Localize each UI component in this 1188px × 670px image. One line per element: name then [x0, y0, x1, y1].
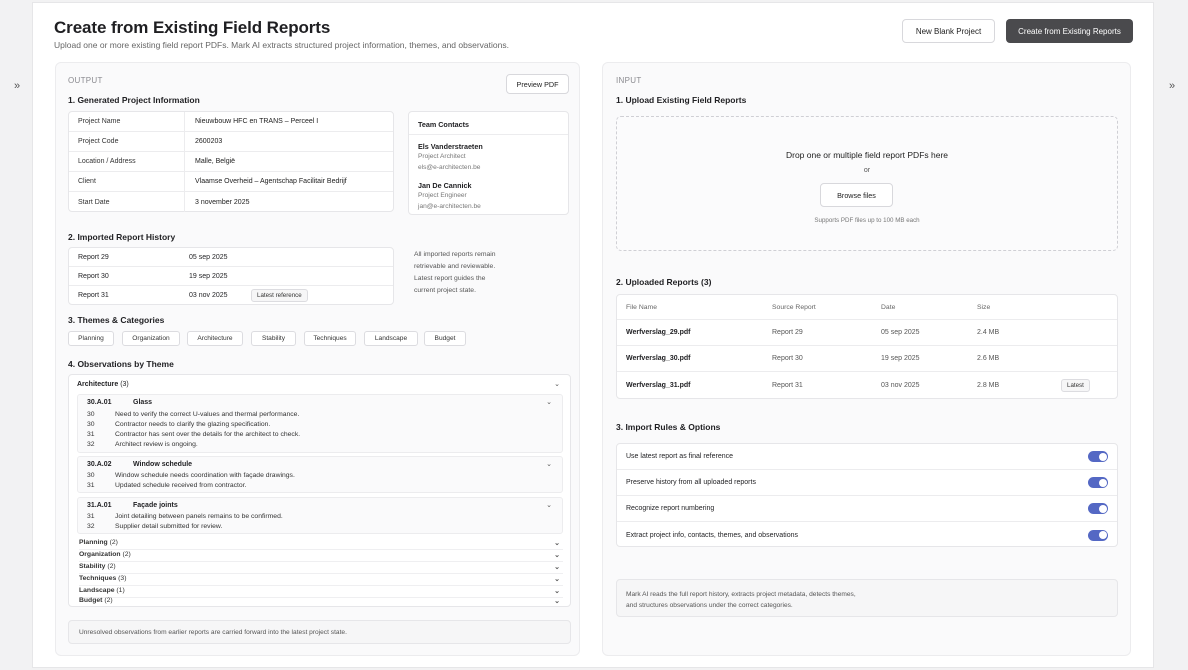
report-name: Report 31: [78, 292, 109, 299]
theme-techniques-row[interactable]: Techniques (3) ⌄: [79, 575, 563, 586]
group-code: 30.A.01: [87, 399, 112, 406]
theme-chip-landscape[interactable]: Landscape: [364, 331, 418, 346]
contact-email[interactable]: els@e-architecten.be: [418, 164, 481, 171]
observation-line: 31 Contractor has sent over the details for the architect to check.: [87, 431, 301, 438]
rule-toggle[interactable]: [1088, 451, 1108, 462]
history-note: All imported reports remain retrievable and reviewable. Latest report guides the current project state.: [414, 251, 496, 294]
theme-chip-planning[interactable]: Planning: [68, 331, 114, 346]
report-name: Report 30: [78, 272, 109, 280]
observation-line: 32 Architect review is ongoing.: [87, 441, 198, 448]
expand-right-icon[interactable]: »: [1168, 80, 1176, 92]
theme-organization-row[interactable]: Organization (2) ⌄: [79, 551, 563, 562]
create-from-existing-button[interactable]: Create from Existing Reports: [1006, 19, 1133, 43]
theme-landscape-row[interactable]: Landscape (1) ⌄: [79, 587, 563, 598]
theme-chip-budget[interactable]: Budget: [424, 331, 466, 346]
observation-group: [77, 497, 563, 534]
contact-email[interactable]: jan@e-architecten.be: [418, 203, 481, 210]
table-row: [69, 132, 393, 152]
theme-architecture-header[interactable]: Architecture (3): [77, 381, 129, 388]
table-row: [69, 286, 393, 305]
observations-accordion: [68, 374, 571, 607]
chevron-down-icon[interactable]: ⌄: [546, 399, 552, 406]
observation-line: 30 Contractor needs to clarify the glazing specification.: [87, 421, 271, 428]
observation-line: 32 Supplier detail submitted for review.: [87, 523, 223, 530]
rule-label: Extract project info, contacts, themes, and observations: [626, 531, 798, 539]
chevron-down-icon[interactable]: ⌄: [554, 381, 560, 388]
group-title: Window schedule: [133, 461, 193, 468]
chevron-down-icon[interactable]: ⌄: [546, 461, 552, 468]
output-label: OUTPUT: [68, 76, 103, 85]
rule-toggle[interactable]: [1088, 477, 1108, 488]
upload-hint: Supports PDF files up to 100 MB each: [814, 217, 920, 224]
field-value: Vlaamse Overheid – Agentschap Facilitair Bedrijf: [195, 178, 347, 185]
group-title: Glass: [133, 399, 153, 406]
theme-planning-row[interactable]: Planning (2) ⌄: [79, 539, 563, 550]
latest-reference-badge: Latest reference: [251, 289, 308, 302]
page-title: Create from Existing Field Reports: [54, 18, 331, 37]
rule-label: Preserve history from all uploaded reports: [626, 479, 756, 486]
table-row: [69, 267, 393, 286]
theme-chip-architecture[interactable]: Architecture: [187, 331, 243, 346]
contact-name: Els Vanderstraeten: [418, 142, 483, 151]
observation-line: 31 Joint detailing between panels remains to be confirmed.: [87, 513, 283, 520]
report-history-heading: 2. Imported Report History: [68, 232, 176, 242]
theme-chip-stability[interactable]: Stability: [251, 331, 296, 346]
field-value: Nieuwbouw HFC en TRANS – Perceel I: [195, 118, 319, 125]
table-row: [69, 112, 393, 132]
field-label: Start Date: [69, 192, 185, 212]
rule-toggle[interactable]: [1088, 530, 1108, 541]
theme-chip-techniques[interactable]: Techniques: [304, 331, 356, 346]
import-rules-heading: 3. Import Rules & Options: [616, 422, 721, 432]
table-row: [69, 192, 393, 212]
report-date: 19 sep 2025: [189, 272, 228, 280]
theme-stability-row[interactable]: Stability (2) ⌄: [79, 563, 563, 574]
chevron-down-icon[interactable]: ⌄: [554, 576, 560, 583]
rule-row: [617, 522, 1117, 548]
chevron-down-icon[interactable]: ⌄: [554, 540, 560, 547]
table-row[interactable]: Werfverslag_30.pdf Report 30 19 sep 2025 2.6 MB: [617, 346, 1117, 372]
dropzone-text: Drop one or multiple field report PDFs here: [785, 150, 949, 160]
contact-role: Project Architect: [418, 153, 466, 160]
report-name: Report 29: [78, 253, 109, 261]
chevron-down-icon[interactable]: ⌄: [554, 552, 560, 559]
field-label: Project Code: [69, 132, 185, 151]
chevron-down-icon[interactable]: ⌄: [554, 564, 560, 571]
table-row: [69, 152, 393, 172]
table-row[interactable]: Werfverslag_31.pdf Report 31 03 nov 2025 2.8 MB Latest: [617, 372, 1117, 398]
table-row: [69, 248, 393, 267]
rule-toggle[interactable]: [1088, 503, 1108, 514]
output-panel: [55, 62, 580, 656]
latest-badge: Latest: [1061, 379, 1090, 392]
table-header: File Name Source Report Date Size: [617, 295, 1117, 320]
project-info-table: [68, 111, 394, 212]
field-value: 2600203: [195, 138, 223, 145]
import-rules-list: [616, 443, 1118, 547]
preview-pdf-button[interactable]: Preview PDF: [506, 74, 569, 94]
observation-group: [77, 456, 563, 493]
uploaded-reports-heading: 2. Uploaded Reports (3): [616, 277, 712, 287]
chevron-down-icon[interactable]: ⌄: [554, 588, 560, 595]
page-subtitle: Upload one or more existing field report PDFs. Mark AI extracts structured project information, themes, and observations.: [54, 40, 509, 50]
report-history-table: [68, 247, 394, 305]
upload-heading: 1. Upload Existing Field Reports: [616, 95, 747, 105]
table-row[interactable]: Werfverslag_29.pdf Report 29 05 sep 2025 2.4 MB: [617, 320, 1117, 346]
field-value: Malle, België: [195, 158, 236, 165]
rule-label: Recognize report numbering: [626, 505, 715, 512]
carry-forward-note: Unresolved observations from earlier reports are carried forward into the latest project state.: [68, 620, 571, 644]
uploaded-reports-table: [616, 294, 1118, 399]
mark-ai-note: Mark AI reads the full report history, extracts project metadata, detects themes, and structures observations under the correct categories.: [616, 579, 1118, 617]
table-row: [69, 172, 393, 192]
input-label: INPUT: [616, 76, 642, 85]
rule-row: [617, 444, 1117, 470]
observation-line: 31 Updated schedule received from contractor.: [87, 482, 247, 489]
field-label: Location / Address: [69, 152, 185, 171]
new-blank-project-button[interactable]: New Blank Project: [902, 19, 995, 43]
themes-heading: 3. Themes & Categories: [68, 315, 165, 325]
input-panel: [602, 62, 1131, 656]
observation-line: 30 Need to verify the correct U-values and thermal performance.: [87, 411, 300, 418]
observations-heading: 4. Observations by Theme: [68, 359, 174, 369]
rule-label: Use latest report as final reference: [626, 453, 733, 460]
field-label: Project Name: [69, 112, 185, 131]
browse-files-button[interactable]: Browse files: [820, 183, 893, 207]
upload-dropzone[interactable]: [616, 116, 1118, 251]
contact-name: Jan De Cannick: [418, 181, 472, 190]
chevron-down-icon[interactable]: ⌄: [546, 502, 552, 509]
team-contacts-heading: Team Contacts: [418, 120, 469, 129]
observation-group: [77, 394, 563, 453]
group-code: 31.A.01: [87, 502, 112, 509]
chevron-down-icon[interactable]: ⌄: [554, 598, 560, 605]
theme-budget-row[interactable]: Budget (2) ⌄: [79, 597, 560, 605]
dropzone-or: or: [863, 167, 871, 174]
group-code: 30.A.02: [87, 461, 112, 468]
theme-chip-organization[interactable]: Organization: [122, 331, 180, 346]
report-date: 05 sep 2025: [189, 253, 228, 261]
field-label: Client: [69, 172, 185, 191]
team-contacts-card: [408, 111, 569, 215]
report-date: 03 nov 2025: [189, 292, 228, 299]
observation-line: 30 Window schedule needs coordination with façade drawings.: [87, 472, 295, 479]
group-title: Façade joints: [133, 502, 178, 509]
rule-row: [617, 496, 1117, 522]
rule-row: [617, 470, 1117, 496]
contact-role: Project Engineer: [418, 192, 467, 199]
project-info-heading: 1. Generated Project Information: [68, 95, 200, 105]
field-value: 3 november 2025: [195, 198, 250, 206]
expand-left-icon[interactable]: »: [13, 80, 21, 92]
